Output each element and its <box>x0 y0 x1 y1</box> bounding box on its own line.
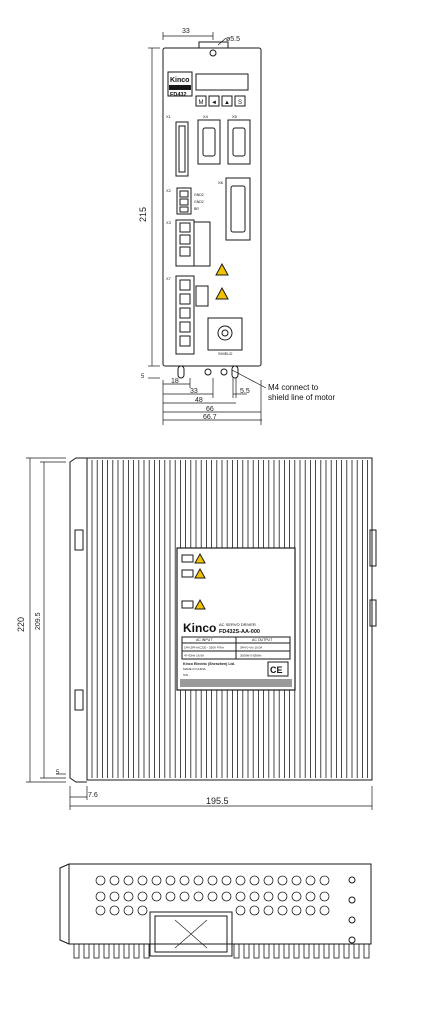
dim-66-7: 66.7 <box>203 414 217 421</box>
label-x2: X2 <box>166 188 171 193</box>
port-x5 <box>228 120 250 164</box>
dim-side-5: 5 <box>56 770 60 776</box>
callout-line-1: M4 connect to <box>268 383 319 392</box>
shield-terminal <box>208 318 242 350</box>
nameplate-origin: MADE IN CHINA <box>183 667 206 671</box>
mounting-hole-top <box>210 50 216 56</box>
series-badge: AC SERVO <box>170 86 189 90</box>
x2-label-1: GND2 <box>194 193 204 197</box>
port-x3 <box>176 220 194 266</box>
dim-top-width: 33 <box>182 28 190 35</box>
port-x7 <box>176 276 194 354</box>
key-s: S <box>238 100 243 106</box>
port-x2 <box>177 188 191 214</box>
dim-5-5: 5.5 <box>240 388 250 395</box>
label-x4: X4 <box>203 114 208 119</box>
warning-triangle-1 <box>216 264 228 275</box>
bottom-vent-slots <box>96 876 329 915</box>
label-x6: X6 <box>218 180 223 185</box>
table-header-input: AC INPUT <box>196 638 213 642</box>
dim-side-7-6: 7.6 <box>88 792 98 799</box>
port-x6 <box>226 178 250 240</box>
shield-label: SHIELD <box>218 351 233 356</box>
nameplate-brand: Kinco <box>183 621 217 635</box>
table-header-output: AC OUTPUT <box>252 638 273 642</box>
dim-side-220: 220 <box>16 616 26 632</box>
led-display <box>196 74 248 90</box>
mounting-flange <box>70 458 87 782</box>
label-x5: X5 <box>232 114 237 119</box>
dim-hole: ø5.5 <box>226 36 241 43</box>
nameplate-maker: Kinco Electric (Shenzhen) Ltd. <box>183 662 235 666</box>
dim-side-209-5: 209.5 <box>35 612 42 630</box>
port-x1 <box>176 122 188 176</box>
dim-33: 33 <box>190 388 198 395</box>
nameplate-product-line: AC SERVO DRIVER <box>219 622 256 627</box>
dim-48: 48 <box>195 397 203 404</box>
warning-triangle-2 <box>216 288 228 299</box>
nameplate-serial: S/N : <box>183 673 190 677</box>
dim-bottom-5: 5 <box>141 374 145 380</box>
table-cell-2-2: 2000W 0-550Hz <box>240 653 262 658</box>
nameplate-model: FD432S-AA-000 <box>219 629 260 635</box>
brand-logo-front: Kinco <box>170 77 190 84</box>
dim-side-195-5: 195.5 <box>206 796 229 806</box>
callout-line-2: shield line of motor <box>268 393 336 402</box>
port-x4 <box>198 120 220 164</box>
key-up: ▲ <box>224 100 230 106</box>
x2-label-3: BR <box>194 207 199 211</box>
label-x7: X7 <box>166 276 171 281</box>
dim-66: 66 <box>206 406 214 413</box>
ce-mark: CE <box>270 665 283 675</box>
dim-18: 18 <box>171 378 179 385</box>
bottom-view <box>60 864 371 956</box>
model-label-front: FD432 <box>170 92 187 98</box>
label-x3: X3 <box>166 220 171 225</box>
table-cell-1-1: 1PH,3PH AC220 - 250V 47Hz <box>184 645 224 650</box>
table-cell-2-1: 47-63Hz 16.0A <box>184 653 205 658</box>
dim-height-215: 215 <box>138 206 148 222</box>
key-m: M <box>198 100 204 106</box>
x2-label-2: GND2 <box>194 200 204 204</box>
table-cell-1-2: 3PH 0-Vin 10.0A <box>240 645 263 650</box>
key-left: ◄ <box>211 100 217 106</box>
label-x1: X1 <box>166 114 171 119</box>
